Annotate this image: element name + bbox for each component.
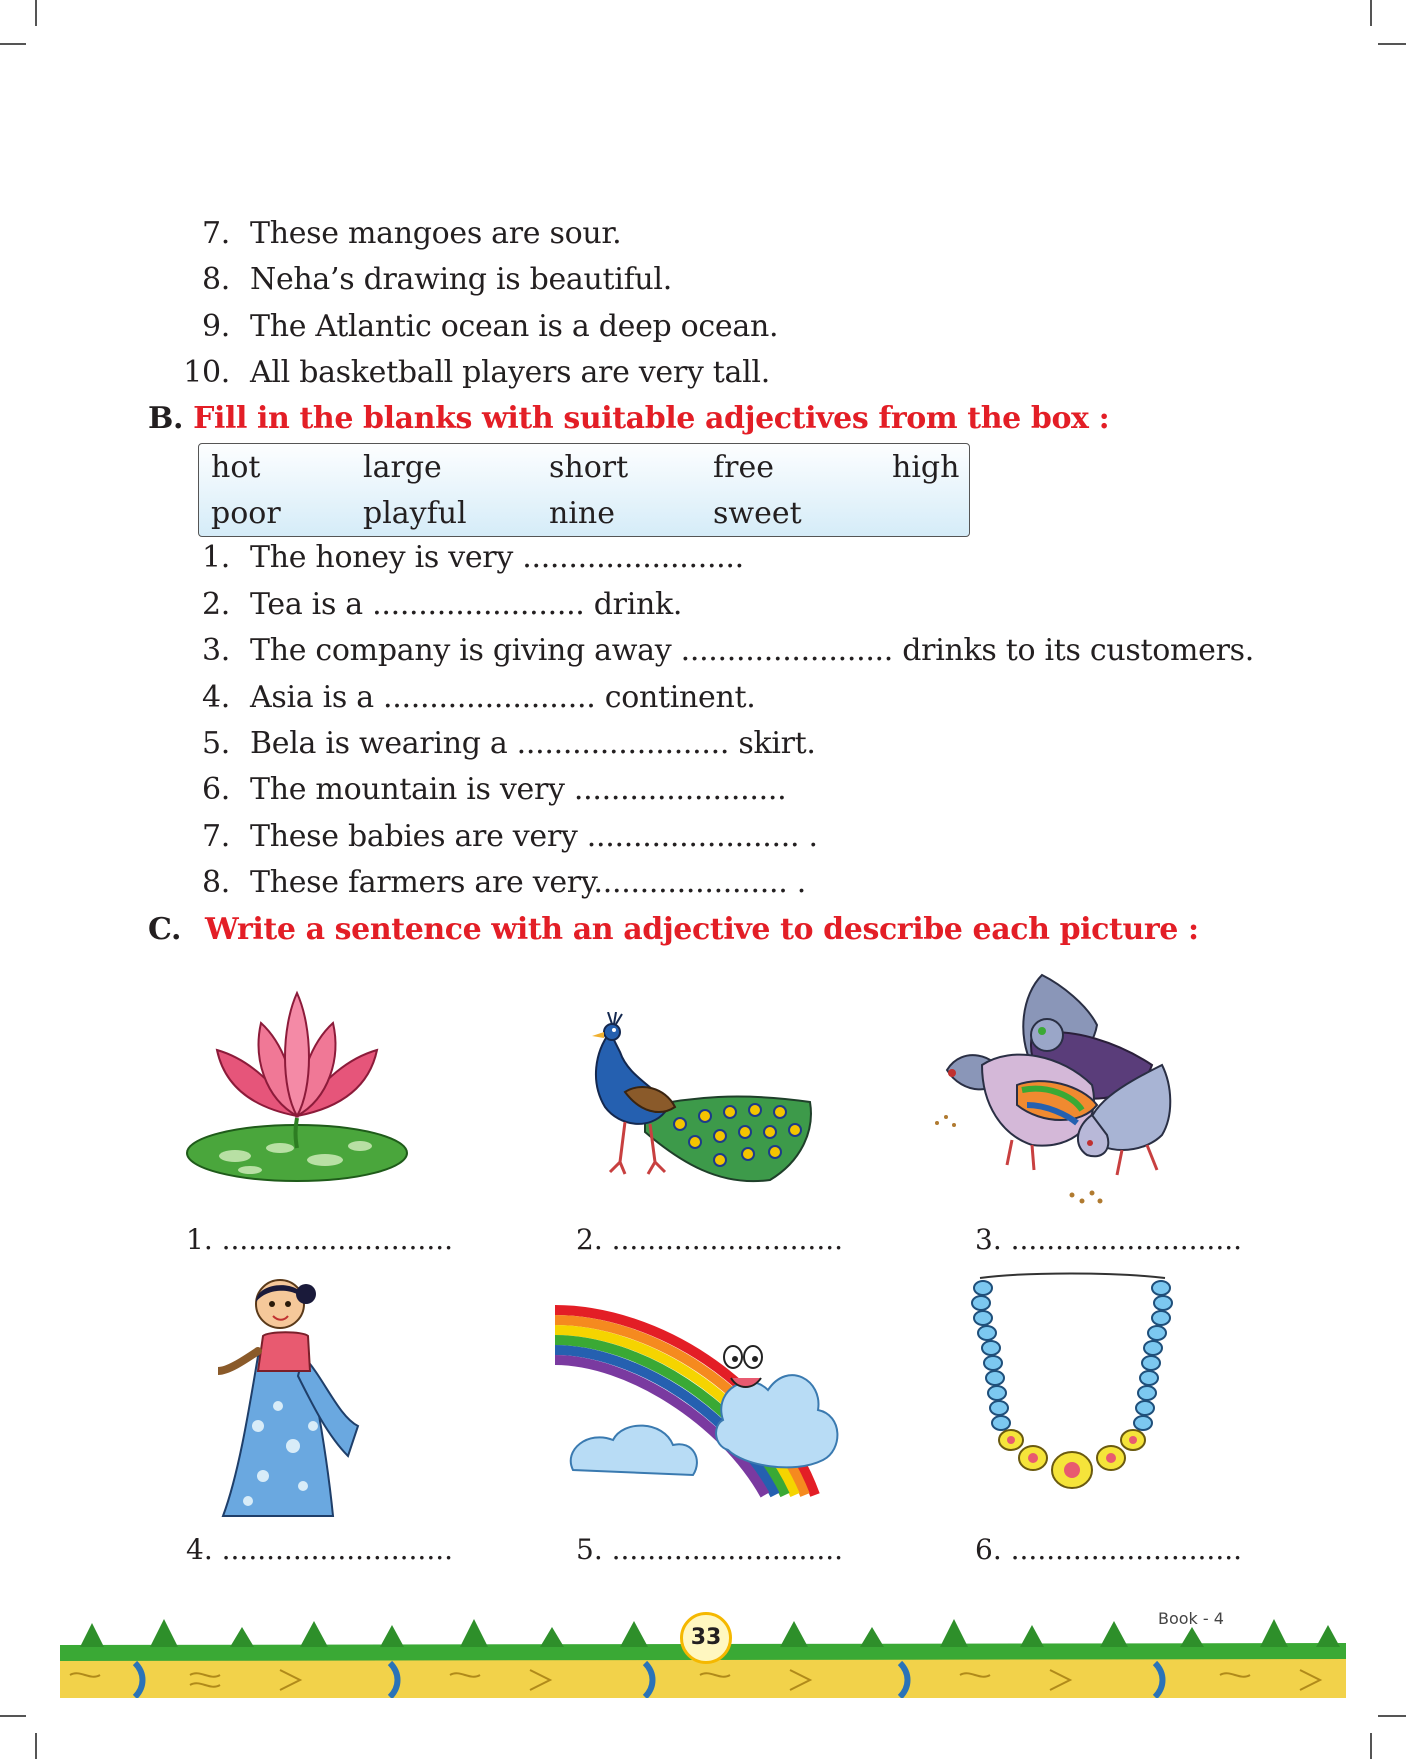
item-text: Asia is a ....................... continent. [250,680,756,715]
item-text: Bela is wearing a ....................... skirt. [250,726,816,761]
woman-illustration [218,1276,368,1521]
item-number: 3. [201,633,230,668]
picture-blank-2: 2. .......................... [576,1223,844,1256]
word: poor [211,496,281,531]
crop-mark [1378,43,1406,45]
item-text: Neha’s drawing is beautiful. [250,262,672,297]
page-number: 33 [680,1612,732,1664]
peacock-illustration [570,1012,820,1187]
word: nine [549,496,615,531]
item-number: 5. [201,726,230,761]
word: playful [363,496,467,531]
item-number: 6. [201,772,230,807]
word: short [549,450,629,485]
crop-mark [1370,1733,1372,1759]
item-number: 9. [201,309,230,344]
rainbow-illustration [553,1300,843,1500]
item-text: The Atlantic ocean is a deep ocean. [250,309,779,344]
item-number: 4. [201,680,230,715]
item-number: 1. [201,540,230,575]
section-title: Fill in the blanks with suitable adjectives from the box : [193,401,1110,436]
section-letter: B. [148,401,184,436]
adjective-word-box [198,443,970,537]
word: hot [211,450,261,485]
crop-mark [0,1715,26,1717]
item-text: The company is giving away ....................... drinks to its customers. [250,633,1254,668]
picture-blank-1: 1. .......................... [186,1223,454,1256]
picture-blank-3: 3. .......................... [975,1223,1243,1256]
word: large [363,450,442,485]
necklace-illustration [965,1268,1180,1493]
picture-blank-6: 6. .......................... [975,1533,1243,1566]
picture-blank-5: 5. .......................... [576,1533,844,1566]
item-number: 10. [183,355,230,390]
word: sweet [713,496,802,531]
item-number: 7. [201,819,230,854]
crop-mark [1370,0,1372,26]
word: high [892,450,960,485]
section-c-heading [148,910,1199,950]
section-letter: C. [148,912,181,947]
item-number: 8. [201,865,230,900]
crop-mark [0,43,26,45]
item-number: 8. [201,262,230,297]
crop-mark [1378,1715,1406,1717]
word: free [713,450,774,485]
crop-mark [35,1733,37,1759]
section-b-heading [148,399,1109,439]
picture-blank-4: 4. .......................... [186,1533,454,1566]
crop-mark [35,0,37,26]
item-text: These farmers are very..................... . [250,865,806,900]
item-number: 7. [201,216,230,251]
book-label: Book - 4 [1158,1609,1224,1628]
lotus-illustration [185,988,415,1188]
section-title: Write a sentence with an adjective to describe each picture : [205,912,1199,947]
item-text: All basketball players are very tall. [250,355,770,390]
pigeons-illustration [922,965,1212,1215]
item-text: These mangoes are sour. [250,216,622,251]
item-text: The mountain is very ....................... [250,772,787,807]
item-number: 2. [201,587,230,622]
item-text: Tea is a ....................... drink. [250,587,683,622]
item-text: The honey is very ........................ [250,540,744,575]
item-text: These babies are very ....................... . [250,819,818,854]
